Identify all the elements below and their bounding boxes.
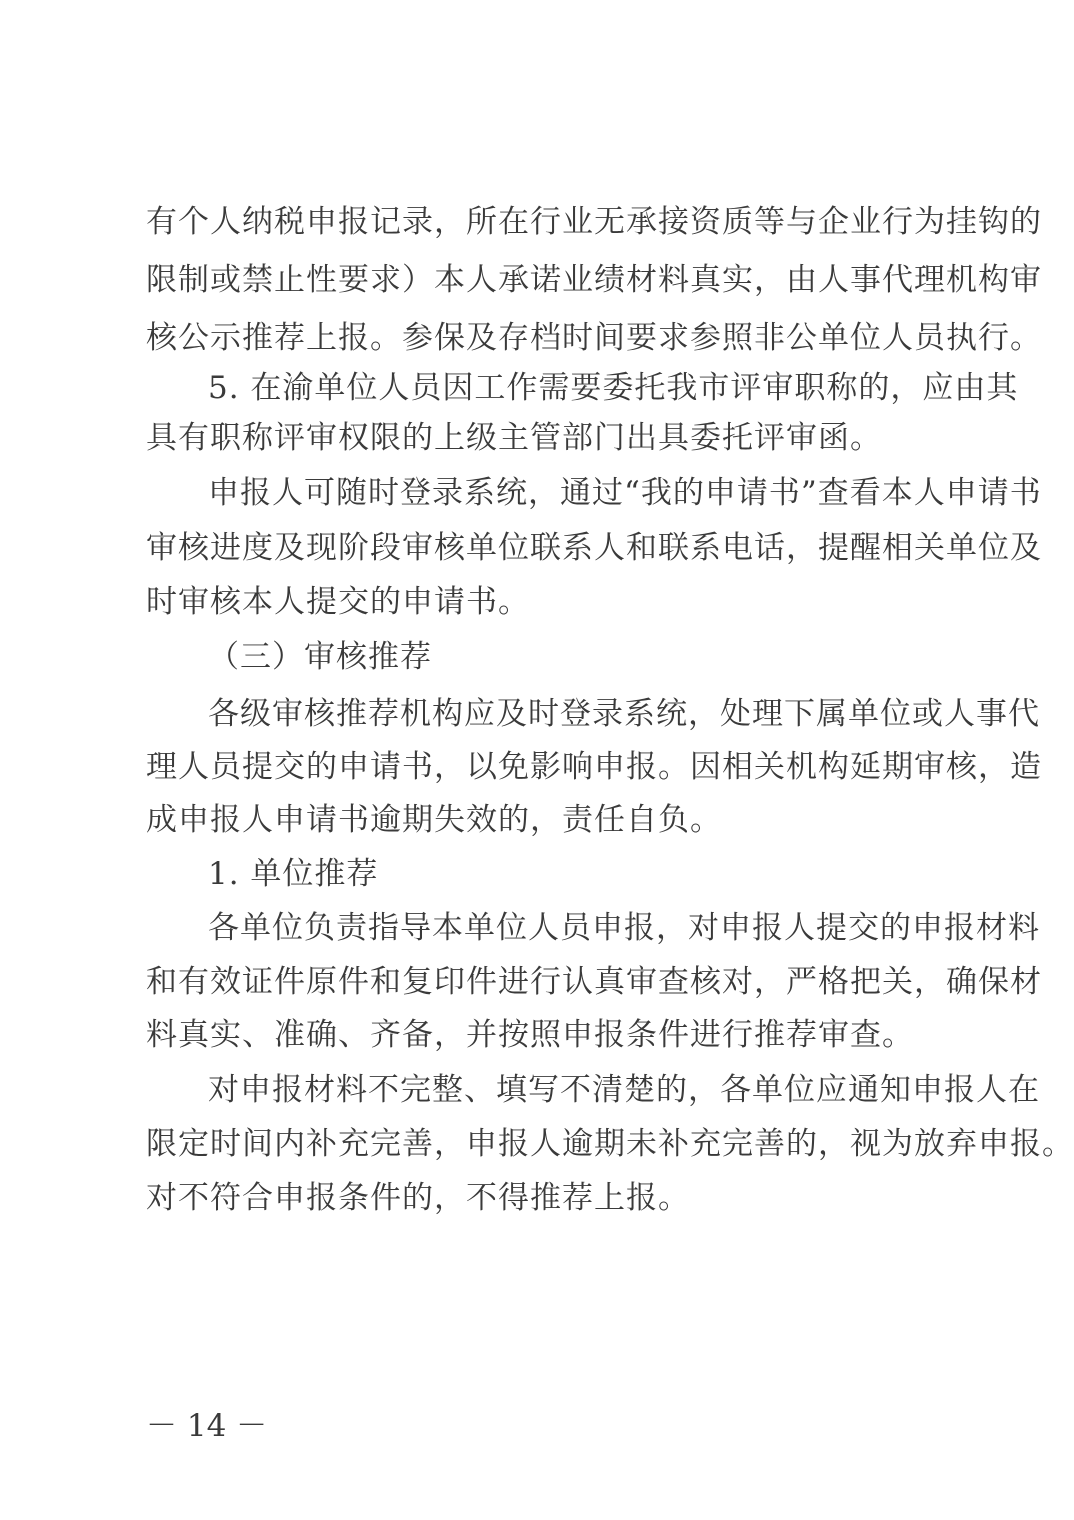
- text-line: 核公示推荐上报。参保及存档时间要求参照非公单位人员执行。: [146, 320, 1042, 356]
- text-line: 审核进度及现阶段审核单位联系人和联系电话，提醒相关单位及: [146, 530, 1042, 566]
- text-line: 申报人可随时登录系统，通过“我的申请书”查看本人申请书: [208, 475, 1042, 511]
- text-line: 和有效证件原件和复印件进行认真审查核对，严格把关，确保材: [146, 964, 1042, 1000]
- text-line: 限定时间内补充完善，申报人逾期未补充完善的，视为放弃申报。: [146, 1126, 1074, 1162]
- section-heading: （三）审核推荐: [208, 639, 432, 675]
- text-line: 各级审核推荐机构应及时登录系统，处理下属单位或人事代: [208, 696, 1040, 732]
- text-line: 各单位负责指导本单位人员申报，对申报人提交的申报材料: [208, 910, 1040, 946]
- page-number: － 14 －: [146, 1408, 268, 1444]
- text-line: 成申报人申请书逾期失效的，责任自负。: [146, 802, 722, 838]
- text-line: 时审核本人提交的申请书。: [146, 584, 530, 620]
- text-line: 对不符合申报条件的，不得推荐上报。: [146, 1180, 690, 1216]
- paragraph-item-5: 5. 在渝单位人员因工作需要委托我市评审职称的，应由其: [208, 370, 1019, 406]
- text-line: 限制或禁止性要求）本人承诺业绩材料真实，由人事代理机构审: [146, 262, 1042, 298]
- text-line: 料真实、准确、齐备，并按照申报条件进行推荐审查。: [146, 1017, 914, 1053]
- text-line: 理人员提交的申请书，以免影响申报。因相关机构延期审核，造: [146, 749, 1042, 785]
- text-line: 对申报材料不完整、填写不清楚的，各单位应通知申报人在: [208, 1072, 1040, 1108]
- text-line: 具有职称评审权限的上级主管部门出具委托评审函。: [146, 420, 882, 456]
- subsection-heading: 1. 单位推荐: [208, 856, 379, 892]
- text-line: 有个人纳税申报记录，所在行业无承接资质等与企业行为挂钩的: [146, 204, 1042, 240]
